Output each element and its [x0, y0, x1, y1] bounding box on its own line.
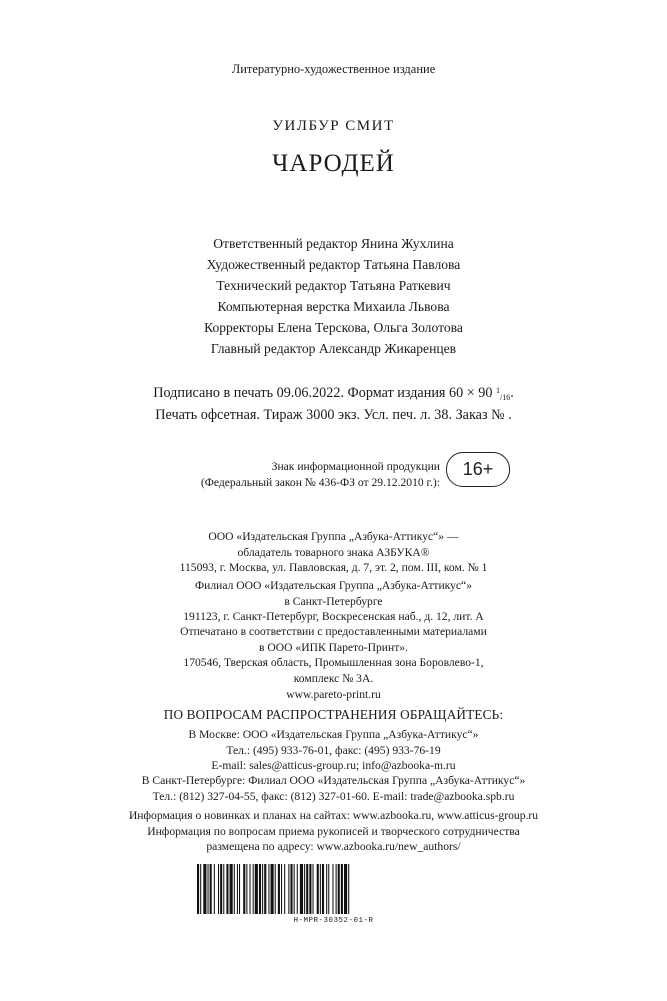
- barcode-bar: [237, 864, 238, 914]
- barcode-bar: [320, 864, 321, 914]
- printer-website: www.pareto-print.ru: [286, 687, 381, 701]
- barcode-bar: [226, 864, 228, 914]
- moscow-contacts: [0, 727, 667, 774]
- barcode-bar: [239, 864, 240, 914]
- credit-line: Ответственный редактор Янина Жухлина: [213, 236, 454, 251]
- barcode-bar: [309, 864, 311, 914]
- barcode-bar: [300, 864, 303, 914]
- print-info: [60, 383, 607, 425]
- barcode-bar: [250, 864, 251, 914]
- publisher-line: обладатель товарного знака АЗБУКА®: [237, 545, 430, 559]
- barcode-bar: [220, 864, 222, 914]
- spb-phone: Тел.: (812) 327-04-55, факс: (812) 327-01-60. E-mail: trade@azbooka.spb.ru: [152, 789, 515, 803]
- barcode-bar: [332, 864, 333, 914]
- moscow-phone: Тел.: (495) 933-76-01, факс: (495) 933-76-19: [226, 743, 441, 757]
- barcode-bar: [264, 864, 266, 914]
- print-info-line-2: Печать офсетная. Тираж 3000 экз. Усл. печ. л. 38. Заказ № .: [155, 407, 512, 423]
- printer-address: комплекс № 3А.: [293, 672, 374, 686]
- barcode-bar: [230, 864, 233, 914]
- info-lines: [0, 808, 667, 855]
- barcode-bar: [313, 864, 314, 914]
- barcode-bar: [290, 864, 292, 914]
- barcode-bar: [304, 864, 305, 914]
- barcode-bar: [281, 864, 282, 914]
- printer-block: [0, 624, 667, 703]
- distribution-heading: ПО ВОПРОСАМ РАСПРОСТРАНЕНИЯ ОБРАЩАЙТЕСЬ:: [163, 707, 504, 722]
- barcode-bar: [341, 864, 343, 914]
- barcode-bar: [348, 864, 349, 914]
- barcode-bar: [246, 864, 247, 914]
- barcode-bar: [306, 864, 308, 914]
- branch-line: в Санкт-Петербурге: [284, 594, 383, 608]
- book-title: ЧАРОДЕЙ: [272, 150, 395, 177]
- print-format-end: .: [510, 385, 514, 401]
- publisher-block: [0, 529, 667, 576]
- barcode-bar: [322, 864, 324, 914]
- barcode-bar: [336, 864, 337, 914]
- barcode-graphic: [197, 864, 472, 914]
- moscow-email: E-mail: sales@atticus-group.ru; info@azbooka-m.ru: [211, 759, 456, 773]
- credit-line: Корректоры Елена Терскова, Ольга Золотова: [204, 320, 463, 335]
- print-info-line-1: [60, 383, 607, 405]
- barcode-bar: [338, 864, 340, 914]
- spb-line: В Санкт-Петербурге: Филиал ООО «Издательская Группа „Азбука-Аттикус“»: [141, 774, 526, 787]
- age-rating-badge: 16+: [446, 452, 510, 487]
- info-sites: Информация о новинках и планах на сайтах: www.azbooka.ru, www.atticus-group.ru: [128, 809, 539, 822]
- publisher-line: ООО «Издательская Группа „Азбука-Аттикус“» —: [208, 530, 459, 543]
- barcode-bar: [259, 864, 261, 914]
- barcode-bar: [284, 864, 285, 914]
- barcode-bar: [210, 864, 212, 914]
- info-product-sign: [150, 459, 440, 491]
- format-denominator: /16: [500, 393, 511, 402]
- barcode-bar: [275, 864, 276, 914]
- barcode-caption: Н-MPR-30352-01-R: [293, 917, 374, 925]
- barcode-bar: [328, 864, 329, 914]
- barcode-bar: [200, 864, 201, 914]
- barcode-bar: [208, 864, 209, 914]
- credits-block: [0, 233, 667, 338]
- author-name: УИЛБУР СМИТ: [272, 118, 395, 134]
- barcode-bar: [214, 864, 215, 914]
- barcode-bar: [197, 864, 199, 914]
- moscow-line: В Москве: ООО «Издательская Группа „Азбука-Аттикус“»: [188, 728, 479, 741]
- printer-line: в ООО «ИПК Парето-Принт».: [259, 640, 408, 654]
- branch-block: [0, 578, 667, 625]
- barcode-bar: [223, 864, 224, 914]
- info-manuscripts-url: размещена по адресу: www.azbooka.ru/new_authors/: [206, 840, 461, 854]
- info-sign-line: Знак информационной продукции: [271, 460, 440, 473]
- branch-address: 191123, г. Санкт-Петербург, Воскресенская наб., д. 12, лит. А: [183, 610, 484, 624]
- barcode-bar: [317, 864, 319, 914]
- credit-line: Художественный редактор Татьяна Павлова: [206, 257, 461, 272]
- barcode-bar: [243, 864, 245, 914]
- barcode-bar: [294, 864, 295, 914]
- barcode-bar: [278, 864, 280, 914]
- imprint-type: Литературно-художественное издание: [231, 62, 436, 76]
- printer-line: Отпечатано в соответствии с предоставленными материалами: [180, 625, 487, 638]
- barcode-bar: [326, 864, 327, 914]
- credit-line: Технический редактор Татьяна Раткевич: [216, 278, 451, 293]
- barcode-bar: [253, 864, 254, 914]
- barcode-bar: [262, 864, 263, 914]
- barcode-bar: [344, 864, 347, 914]
- print-format: Подписано в печать 09.06.2022. Формат издания 60 × 90: [153, 385, 497, 401]
- barcode-bar: [234, 864, 235, 914]
- printer-address: 170546, Тверская область, Промышленная зона Боровлево-1,: [183, 656, 484, 670]
- publisher-address: 115093, г. Москва, ул. Павловская, д. 7, эт. 2, пом. III, ком. № 1: [179, 561, 488, 575]
- barcode-bar: [271, 864, 274, 914]
- barcode-bar: [297, 864, 298, 914]
- barcode-bar: [255, 864, 258, 914]
- credit-line: Компьютерная верстка Михаила Львова: [217, 299, 450, 314]
- barcode-bar: [288, 864, 289, 914]
- barcode: [197, 864, 472, 914]
- barcode-bar: [268, 864, 269, 914]
- spb-contacts: [0, 773, 667, 804]
- barcode-bar: [218, 864, 219, 914]
- info-sign-law: (Федеральный закон № 436-ФЗ от 29.12.2010 г.):: [200, 476, 440, 489]
- info-manuscripts: Информация по вопросам приема рукописей и творческого сотрудничества: [147, 824, 520, 838]
- branch-line: Филиал ООО «Издательская Группа „Азбука-Аттикус“»: [194, 579, 473, 592]
- barcode-bar: [203, 864, 206, 914]
- format-numerator: 1: [496, 386, 501, 395]
- chief-editor: Главный редактор Александр Жикаренцев: [210, 341, 457, 356]
